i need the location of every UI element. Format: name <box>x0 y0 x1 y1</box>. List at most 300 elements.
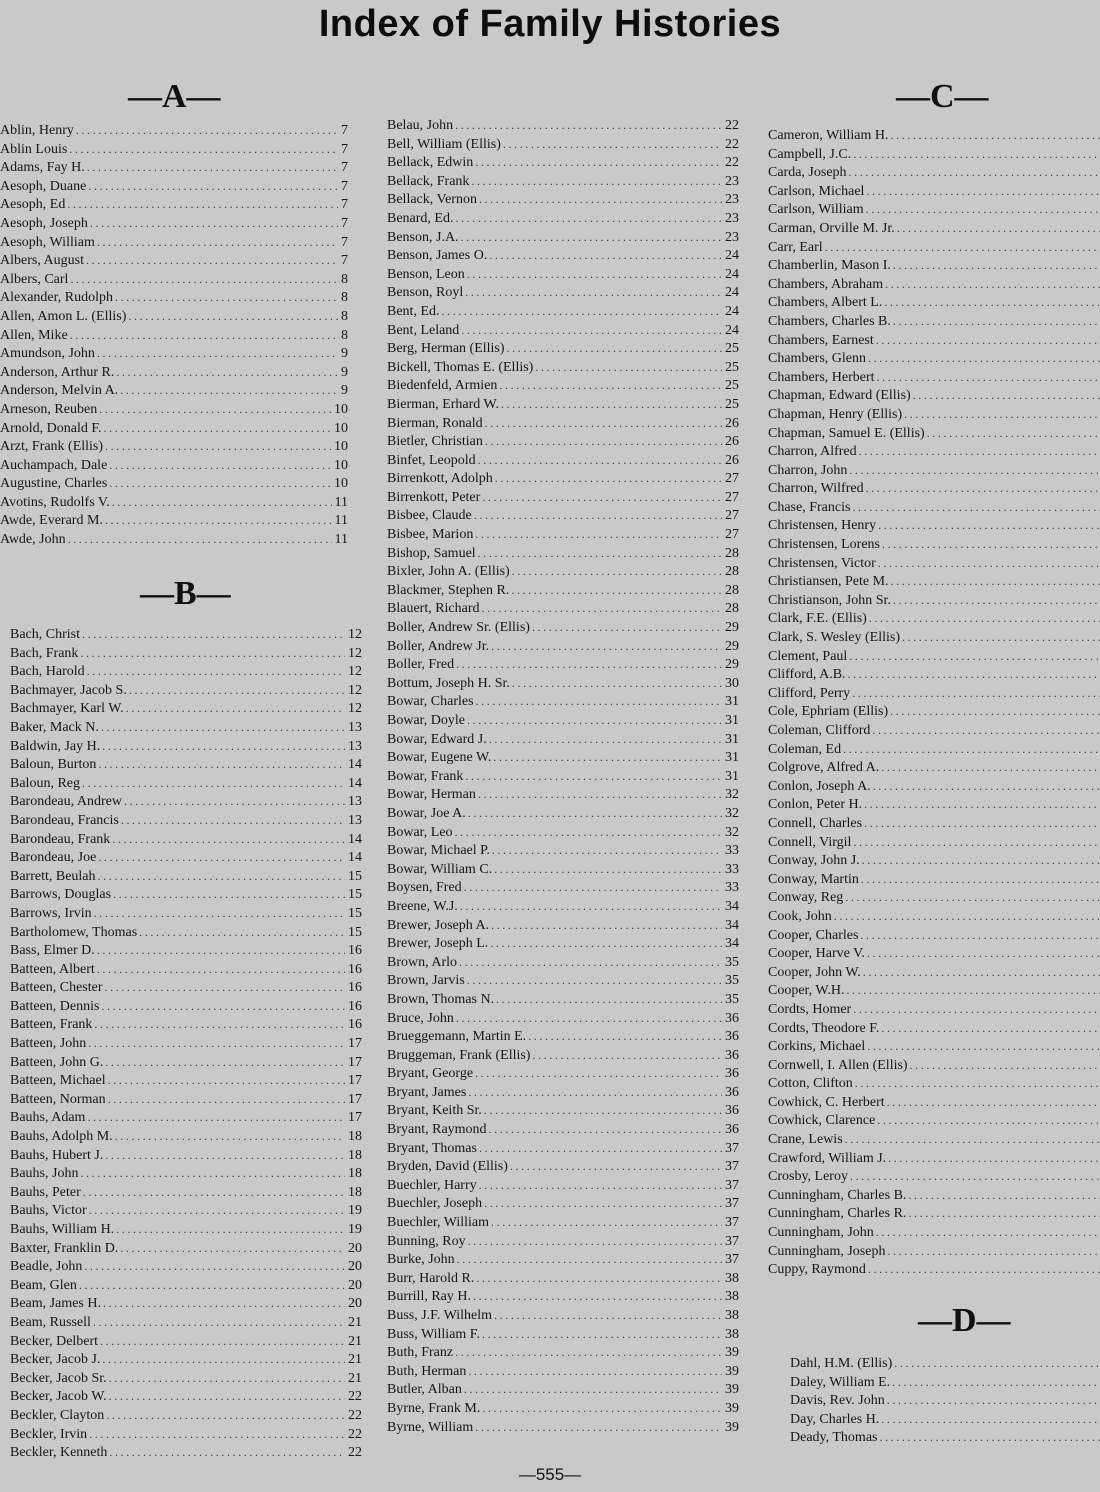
entry-name: Benson, James O. <box>387 248 488 264</box>
dot-leader <box>456 655 722 674</box>
dot-leader <box>866 182 1100 201</box>
entry-name: Bowar, Joe A. <box>387 805 466 821</box>
entry-name: Blackmer, Stephen R. <box>387 582 510 598</box>
entry-page: 26 <box>725 452 739 468</box>
index-entry <box>790 1428 1100 1447</box>
index-entry <box>768 275 1100 294</box>
index-entry <box>768 1111 1100 1130</box>
dot-leader <box>468 1362 722 1381</box>
dot-leader <box>860 926 1100 945</box>
entry-name: Bierman, Ronald <box>387 415 483 431</box>
entry-name: Boller, Andrew Jr. <box>387 638 490 654</box>
index-entry <box>10 1183 362 1202</box>
entry-name: Bowar, Eugene W. <box>387 750 492 766</box>
dot-leader <box>467 265 722 284</box>
entry-page: 24 <box>725 248 739 264</box>
index-entry <box>768 1000 1100 1019</box>
entry-page: 13 <box>348 812 362 828</box>
index-entry <box>0 233 348 252</box>
entry-name: Benson, Leon <box>387 266 465 282</box>
index-entry <box>768 963 1100 982</box>
entry-page: 8 <box>341 290 348 306</box>
index-entry <box>387 1287 739 1306</box>
index-entry <box>768 981 1100 1000</box>
index-entry <box>387 562 739 581</box>
entry-page: 21 <box>348 1333 362 1349</box>
index-entry <box>10 1127 362 1146</box>
dot-leader <box>493 748 722 767</box>
dot-leader <box>501 395 722 414</box>
entry-name: Bauhs, John <box>10 1166 79 1182</box>
dot-leader <box>121 811 345 830</box>
entry-page: 8 <box>341 308 348 324</box>
dot-leader <box>67 195 338 214</box>
entry-page: 21 <box>348 1352 362 1368</box>
dot-leader <box>490 934 722 953</box>
entry-name: Buss, J.F. Wilhelm <box>387 1308 493 1323</box>
entry-name: Arneson, Reuben <box>0 401 98 417</box>
index-entry <box>768 628 1100 647</box>
entry-page: 14 <box>348 850 362 866</box>
entry-name: Cowhick, C. Herbert <box>768 1094 885 1110</box>
entry-page: 14 <box>348 757 362 773</box>
dot-leader <box>89 1425 345 1444</box>
entry-name: Carlson, William <box>768 202 864 218</box>
dot-leader <box>87 662 345 681</box>
entry-name: Batteen, Albert <box>10 961 95 977</box>
index-entry <box>387 376 739 395</box>
entry-name: Buth, Herman <box>387 1363 467 1379</box>
dot-leader <box>492 841 722 860</box>
entry-name: Ablin, Henry <box>0 123 74 138</box>
dot-leader <box>88 1034 345 1053</box>
index-entry <box>768 442 1100 461</box>
entry-name: Buechler, Joseph <box>387 1196 483 1212</box>
index-entry <box>768 1242 1100 1261</box>
entry-page: 20 <box>348 1240 362 1256</box>
entry-page: 7 <box>341 234 348 250</box>
dot-leader <box>70 326 338 345</box>
index-entry <box>387 451 739 470</box>
entry-name: Bauhs, Adolph M. <box>10 1129 113 1145</box>
entry-name: Beam, Glen <box>10 1277 77 1293</box>
dot-leader <box>90 214 338 233</box>
dot-leader <box>510 1157 722 1176</box>
entry-name: Albers, August <box>0 253 84 269</box>
index-entry <box>0 158 348 177</box>
entry-name: Carman, Orville M. Jr. <box>768 220 895 236</box>
index-entry <box>387 1139 739 1158</box>
index-column-a <box>0 121 348 549</box>
entry-page: 31 <box>725 731 739 747</box>
dot-leader <box>87 158 338 177</box>
index-entry <box>768 665 1100 684</box>
entry-name: Breene, W.J. <box>387 898 458 914</box>
dot-leader <box>850 1167 1100 1186</box>
index-entry <box>768 386 1100 405</box>
dot-leader <box>894 1354 1100 1373</box>
page-title: Index of Family Histories <box>318 3 782 45</box>
entry-name: Charron, Wilfred <box>768 481 864 497</box>
entry-page: 37 <box>725 1252 739 1268</box>
dot-leader <box>890 702 1100 721</box>
entry-name: Benson, Royl <box>387 285 464 301</box>
entry-page: 39 <box>725 1419 739 1435</box>
dot-leader <box>489 730 722 749</box>
entry-page: 36 <box>725 1066 739 1082</box>
dot-leader <box>861 870 1100 889</box>
dot-leader <box>99 400 331 419</box>
dot-leader <box>94 1015 345 1034</box>
entry-page: 23 <box>725 173 739 189</box>
entry-page: 7 <box>341 123 348 138</box>
entry-page: 38 <box>725 1270 739 1286</box>
entry-name: Bauhs, Victor <box>10 1203 87 1219</box>
index-entry <box>387 228 739 247</box>
entry-page: 34 <box>725 936 739 952</box>
entry-name: Buth, Franz <box>387 1345 454 1361</box>
dot-leader <box>461 321 722 340</box>
entry-name: Benard, Ed. <box>387 210 454 226</box>
dot-leader <box>79 1276 345 1295</box>
index-entry <box>768 312 1100 331</box>
dot-leader <box>853 833 1100 852</box>
index-entry <box>768 219 1100 238</box>
entry-name: Cunningham, Joseph <box>768 1243 886 1259</box>
dot-leader <box>897 219 1100 238</box>
dot-leader <box>849 647 1100 666</box>
entry-page: 22 <box>348 1426 362 1442</box>
entry-page: 7 <box>341 178 348 194</box>
entry-page: 35 <box>725 954 739 970</box>
index-entry <box>10 1108 362 1127</box>
index-entry <box>768 405 1100 424</box>
entry-name: Beckler, Clayton <box>10 1407 105 1423</box>
entry-name: Daley, William E. <box>790 1374 891 1390</box>
dot-leader <box>877 368 1100 387</box>
dot-leader <box>511 581 722 600</box>
entry-page: 7 <box>341 160 348 176</box>
index-entry <box>0 177 348 196</box>
entry-page: 28 <box>725 582 739 598</box>
entry-name: Cooper, John W. <box>768 964 861 980</box>
dot-leader <box>108 1090 345 1109</box>
index-column-d <box>790 1354 1100 1447</box>
dot-leader <box>852 498 1100 517</box>
dot-leader <box>473 1287 722 1306</box>
entry-page: 22 <box>348 1407 362 1423</box>
entry-name: Bryant, Raymond <box>387 1122 487 1138</box>
entry-name: Chapman, Henry (Ellis) <box>768 406 903 422</box>
index-entry <box>387 1418 739 1437</box>
index-entry <box>768 926 1100 945</box>
dot-leader <box>499 376 722 395</box>
dot-leader <box>105 437 331 456</box>
index-entry <box>768 554 1100 573</box>
entry-name: Bishop, Samuel <box>387 545 476 561</box>
dot-leader <box>878 554 1100 573</box>
index-entry <box>768 479 1100 498</box>
index-entry <box>387 1380 739 1399</box>
entry-name: Boller, Andrew Sr. (Ellis) <box>387 620 530 636</box>
index-entry <box>768 200 1100 219</box>
entry-name: Benson, J.A. <box>387 229 459 245</box>
index-entry <box>10 1294 362 1313</box>
index-entry <box>768 145 1100 164</box>
index-entry <box>768 293 1100 312</box>
entry-name: Bowar, William C. <box>387 861 493 877</box>
dot-leader <box>476 1269 722 1288</box>
index-entry <box>10 1443 362 1462</box>
entry-name: Bell, William (Ellis) <box>387 136 501 152</box>
entry-page: 30 <box>725 675 739 691</box>
entry-name: Bauhs, William H. <box>10 1222 115 1237</box>
dot-leader <box>843 740 1100 759</box>
index-entry <box>0 419 348 438</box>
entry-name: Bryant, George <box>387 1066 474 1082</box>
index-entry <box>387 1064 739 1083</box>
entry-page: 37 <box>725 1196 739 1212</box>
dot-leader <box>884 293 1100 312</box>
entry-name: Aesoph, Joseph <box>0 215 88 231</box>
entry-name: Carlson, Michael <box>768 183 865 199</box>
entry-name: Connell, Virgil <box>768 834 852 850</box>
dot-leader <box>467 711 722 730</box>
entry-page: 27 <box>725 489 739 505</box>
dot-leader <box>475 1064 722 1083</box>
entry-page: 10 <box>334 476 348 492</box>
entry-name: Baxter, Franklin D. <box>10 1240 119 1256</box>
entry-name: Cunningham, Charles R. <box>768 1206 907 1222</box>
dot-leader <box>108 1071 345 1090</box>
index-entry <box>10 755 362 774</box>
entry-name: Cook, John <box>768 908 832 924</box>
entry-name: Burrill, Ray H. <box>387 1289 471 1305</box>
entry-name: Chapman, Edward (Ellis) <box>768 388 911 404</box>
entry-name: Chambers, Charles B. <box>768 313 891 329</box>
index-entry <box>768 702 1100 721</box>
dot-leader <box>465 283 722 302</box>
dot-leader <box>913 386 1100 405</box>
entry-name: Chamberlin, Mason I. <box>768 258 891 274</box>
dot-leader <box>103 1294 345 1313</box>
page-number: —555— <box>518 1465 582 1484</box>
dot-leader <box>893 591 1100 610</box>
dot-leader <box>878 516 1100 535</box>
dot-leader <box>532 1046 722 1065</box>
index-entry <box>768 758 1100 777</box>
entry-page: 34 <box>725 917 739 933</box>
dot-leader <box>475 525 722 544</box>
dot-leader <box>129 681 345 700</box>
entry-name: Allen, Amon L. (Ellis) <box>0 308 127 324</box>
entry-name: Avotins, Rudolfs V. <box>0 494 110 510</box>
entry-page: 17 <box>348 1036 362 1052</box>
dot-leader <box>484 1101 722 1120</box>
index-entry <box>10 1015 362 1034</box>
index-entry <box>10 792 362 811</box>
entry-page: 26 <box>725 434 739 450</box>
entry-page: 23 <box>725 229 739 245</box>
entry-name: Becker, Jacob Sr. <box>10 1370 107 1386</box>
dot-leader <box>507 339 722 358</box>
section-heading-c: —C— <box>896 78 989 115</box>
entry-name: Berg, Herman (Ellis) <box>387 341 505 357</box>
dot-leader <box>109 1369 345 1388</box>
dot-leader <box>887 1242 1100 1261</box>
index-entry <box>768 944 1100 963</box>
dot-leader <box>494 860 722 879</box>
entry-page: 18 <box>348 1184 362 1200</box>
index-entry <box>768 591 1100 610</box>
entry-name: Bartholomew, Thomas <box>10 924 138 940</box>
entry-name: Albers, Carl <box>0 271 69 287</box>
dot-leader <box>491 637 722 656</box>
entry-name: Blauert, Richard <box>387 601 480 617</box>
dot-leader <box>512 562 722 581</box>
dot-leader <box>489 1120 722 1139</box>
entry-page: 8 <box>341 327 348 343</box>
index-entry <box>10 1090 362 1109</box>
dot-leader <box>867 944 1100 963</box>
entry-page: 13 <box>348 794 362 810</box>
entry-name: Bowar, Edward J. <box>387 731 487 747</box>
entry-name: Cordts, Theodore F. <box>768 1020 880 1036</box>
index-entry <box>0 270 348 289</box>
index-entry <box>387 153 739 172</box>
entry-name: Buechler, William <box>387 1215 490 1231</box>
entry-page: 25 <box>725 396 739 412</box>
dot-leader <box>82 774 345 793</box>
entry-name: Bickell, Thomas E. (Ellis) <box>387 359 534 375</box>
entry-name: Beckler, Kenneth <box>10 1445 108 1461</box>
index-entry <box>768 126 1100 145</box>
entry-page: 16 <box>348 1017 362 1033</box>
entry-page: 12 <box>348 701 362 717</box>
entry-name: Cooper, Harve V. <box>768 946 865 962</box>
entry-page: 9 <box>341 383 348 399</box>
index-entry <box>768 1149 1100 1168</box>
index-entry <box>0 381 348 400</box>
entry-name: Aesoph, Ed <box>0 197 66 213</box>
entry-name: Bach, Frank <box>10 645 79 661</box>
entry-name: Butler, Alban <box>387 1382 462 1398</box>
entry-name: Brown, Arlo <box>387 954 457 970</box>
entry-page: 32 <box>725 787 739 803</box>
entry-name: Chambers, Earnest <box>768 332 874 348</box>
entry-page: 20 <box>348 1259 362 1275</box>
dot-leader <box>456 1009 722 1028</box>
entry-name: Davis, Rev. John <box>790 1393 885 1409</box>
entry-name: Brewer, Joseph L. <box>387 936 489 952</box>
entry-page: 29 <box>725 638 739 654</box>
entry-name: Bowar, Doyle <box>387 713 465 728</box>
dot-leader <box>834 907 1100 926</box>
index-entry <box>10 997 362 1016</box>
entry-page: 10 <box>334 457 348 473</box>
dot-leader <box>105 978 345 997</box>
index-entry <box>387 730 739 749</box>
entry-name: Belau, John <box>387 118 454 133</box>
dot-leader <box>478 785 722 804</box>
index-entry <box>387 283 739 302</box>
entry-page: 10 <box>334 439 348 455</box>
entry-name: Bryant, Thomas <box>387 1140 477 1156</box>
entry-name: Baloun, Burton <box>10 757 97 773</box>
index-entry <box>387 432 739 451</box>
dot-leader <box>494 1306 722 1325</box>
entry-page: 11 <box>334 494 348 510</box>
index-entry <box>387 674 739 693</box>
dot-leader <box>100 1332 345 1351</box>
dot-leader <box>853 145 1100 164</box>
index-entry <box>768 1056 1100 1075</box>
index-entry <box>387 581 739 600</box>
dot-leader <box>866 200 1100 219</box>
dot-leader <box>112 493 332 512</box>
entry-name: Barrows, Douglas <box>10 887 112 903</box>
index-entry <box>387 1157 739 1176</box>
entry-name: Christiansen, Pete M. <box>768 574 889 590</box>
dot-leader <box>479 1139 722 1158</box>
index-entry <box>387 469 739 488</box>
entry-name: Conway, Martin <box>768 871 859 887</box>
index-entry <box>0 307 348 326</box>
dot-leader <box>908 1204 1100 1223</box>
entry-page: 17 <box>348 1054 362 1070</box>
index-entry <box>387 748 739 767</box>
dot-leader <box>891 126 1100 145</box>
entry-name: Beam, James H. <box>10 1296 101 1312</box>
entry-name: Cooper, Charles <box>768 927 859 943</box>
index-entry <box>0 511 348 530</box>
entry-page: 18 <box>348 1166 362 1182</box>
entry-name: Crane, Lewis <box>768 1132 843 1148</box>
index-entry <box>768 498 1100 517</box>
dot-leader <box>482 1325 722 1344</box>
entry-page: 24 <box>725 322 739 338</box>
entry-name: Bisbee, Marion <box>387 527 474 543</box>
dot-leader <box>101 997 345 1016</box>
entry-page: 7 <box>341 253 348 269</box>
entry-name: Burr, Harold R. <box>387 1270 475 1286</box>
index-entry <box>768 238 1100 257</box>
dot-leader <box>503 135 722 154</box>
entry-name: Conlon, Peter H. <box>768 797 863 813</box>
entry-name: Batteen, Dennis <box>10 998 100 1014</box>
dot-leader <box>532 618 722 637</box>
dot-leader <box>482 599 722 618</box>
index-entry <box>387 897 739 916</box>
entry-name: Batteen, John G. <box>10 1054 104 1070</box>
index-entry <box>387 1101 739 1120</box>
section-heading-d: —D— <box>918 1302 1011 1339</box>
entry-name: Batteen, John <box>10 1036 87 1052</box>
dot-leader <box>109 456 331 475</box>
dot-leader <box>877 1111 1100 1130</box>
index-entry <box>10 1146 362 1165</box>
index-entry <box>10 960 362 979</box>
dot-leader <box>105 511 332 530</box>
entry-page: 15 <box>348 905 362 921</box>
dot-leader <box>484 1194 722 1213</box>
entry-name: Brown, Thomas N. <box>387 991 495 1007</box>
index-entry <box>0 195 348 214</box>
entry-page: 37 <box>725 1233 739 1249</box>
dot-leader <box>848 665 1100 684</box>
index-entry <box>10 1425 362 1444</box>
dot-leader <box>825 238 1100 257</box>
